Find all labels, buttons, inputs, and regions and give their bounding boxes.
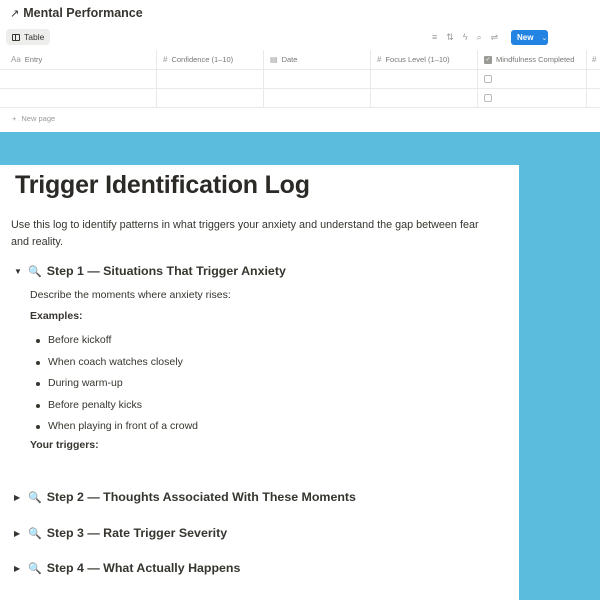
list-item: Before penalty kicks (30, 395, 198, 417)
toggle-step-1[interactable] (14, 264, 286, 278)
column-header-date[interactable] (264, 50, 371, 69)
new-page-label: New page (21, 114, 56, 123)
cell-focus-level[interactable] (371, 70, 478, 88)
toggle-collapsed-icon[interactable]: ▶ (14, 528, 21, 538)
view-tab-table[interactable] (6, 29, 50, 45)
page-title: Trigger Identification Log (15, 171, 310, 199)
toggle-step-3[interactable] (14, 526, 227, 540)
checkbox-property-icon: ✓ (485, 57, 491, 63)
database-panel (0, 0, 600, 132)
cell-confidence[interactable] (157, 89, 264, 107)
magnifier-icon: 🔍 (28, 491, 42, 504)
document-page (0, 165, 519, 600)
toggle-collapsed-icon[interactable]: ▶ (14, 492, 21, 502)
view-tab-label: Table (24, 32, 45, 42)
toolbar (432, 30, 498, 44)
toggle-heading: Step 1 — Situations That Trigger Anxiety (46, 264, 286, 278)
calendar-icon: ▤ (270, 55, 278, 64)
settings-icon[interactable]: ⇌ (490, 32, 499, 42)
intro-paragraph: Use this log to identify patterns in what triggers your anxiety and understand the gap between fear and reality. (11, 219, 479, 248)
cell-mindfulness (478, 70, 587, 88)
column-header-confidence[interactable] (157, 50, 264, 69)
column-label: Date (281, 55, 298, 64)
column-header-focus-level[interactable] (371, 50, 478, 69)
list-item: When coach watches closely (30, 352, 198, 374)
toggle-heading: Step 3 — Rate Trigger Severity (46, 526, 228, 540)
database-title: Mental Performance (23, 6, 143, 20)
list-item: During warm-up (30, 373, 198, 395)
cell-date[interactable] (264, 70, 371, 88)
table-row[interactable] (0, 89, 600, 108)
mindfulness-checkbox[interactable] (484, 94, 492, 102)
toggle-collapsed-icon[interactable]: ▶ (14, 563, 21, 573)
new-page-button[interactable] (12, 114, 55, 123)
toggle-step-2[interactable] (14, 490, 356, 504)
column-label: Confidence (1–10) (171, 55, 234, 64)
magnifier-icon: 🔍 (28, 265, 42, 278)
column-label: Focus Level (1–10) (385, 55, 450, 64)
database-title-link[interactable] (10, 6, 143, 20)
sort-icon[interactable]: ⇅ (446, 32, 454, 42)
toggle-expanded-icon[interactable]: ▼ (14, 266, 22, 276)
column-header-more[interactable] (587, 50, 600, 69)
magnifier-icon: 🔍 (28, 527, 42, 540)
automation-icon[interactable]: ϟ (462, 32, 468, 42)
toggle-heading: Step 2 — Thoughts Associated With These Moments (46, 490, 356, 504)
cell-date[interactable] (264, 89, 371, 107)
cell-focus-level[interactable] (371, 89, 478, 107)
examples-list (30, 330, 198, 438)
cell-entry[interactable] (0, 89, 157, 107)
column-header-mindfulness[interactable] (478, 50, 587, 69)
number-property-icon: # (377, 55, 382, 64)
search-icon[interactable]: ⌕ (476, 32, 482, 42)
table-row[interactable] (0, 70, 600, 89)
examples-label: Examples: (30, 310, 83, 322)
table-header (0, 50, 600, 70)
cell-mindfulness (478, 89, 587, 107)
toggle-heading: Step 4 — What Actually Happens (46, 561, 241, 575)
open-arrow-icon: ↗ (10, 7, 20, 20)
column-label: Entry (24, 55, 43, 64)
your-triggers-label: Your triggers: (30, 439, 99, 451)
number-property-icon: # (592, 55, 597, 64)
magnifier-icon: 🔍 (28, 562, 42, 575)
column-header-entry[interactable] (0, 50, 157, 69)
filter-icon[interactable]: ≡ (432, 32, 438, 42)
number-property-icon: # (163, 55, 168, 64)
cell-entry[interactable] (0, 70, 157, 88)
table-icon (12, 34, 20, 41)
mindfulness-checkbox[interactable] (484, 75, 492, 83)
text-property-icon: Aa (11, 55, 21, 64)
new-button-label: New (517, 33, 534, 42)
chevron-down-icon[interactable]: ⌄ (541, 34, 548, 42)
column-label: Mindfulness Completed (496, 55, 575, 64)
cell-confidence[interactable] (157, 70, 264, 88)
toggle-step-4[interactable] (14, 561, 240, 575)
new-button[interactable] (511, 30, 548, 45)
list-item: When playing in front of a crowd (30, 416, 198, 438)
list-item: Before kickoff (30, 330, 198, 352)
step-1-description: Describe the moments where anxiety rises: (30, 289, 231, 301)
plus-icon: + (12, 114, 17, 123)
